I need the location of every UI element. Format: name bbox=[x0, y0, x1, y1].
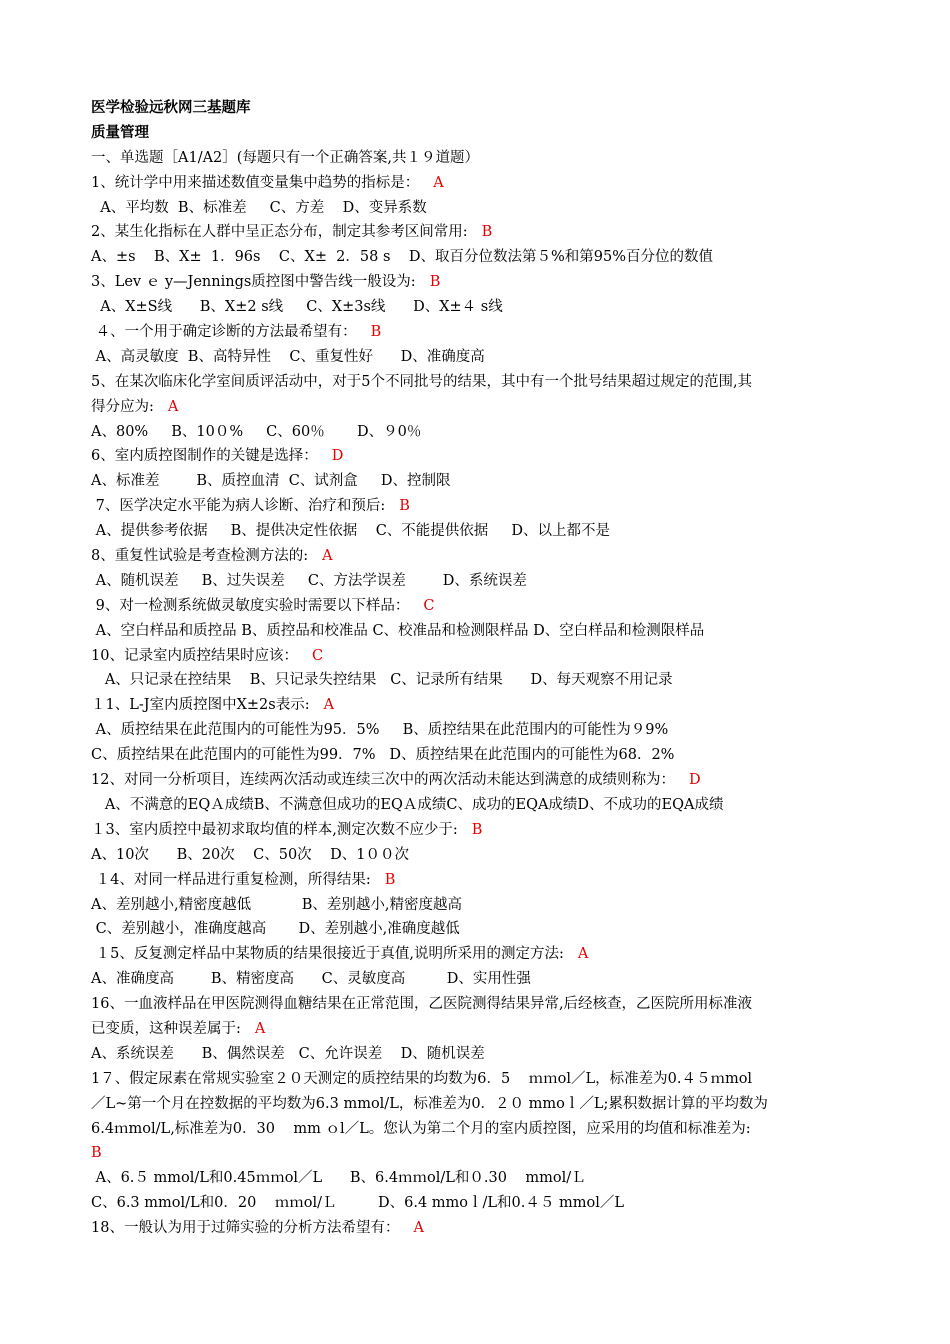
document-page bbox=[91, 96, 871, 1241]
question-item bbox=[91, 644, 871, 694]
question-text: 8、重复性试验是考查检测方法的: bbox=[91, 548, 309, 565]
option-line: A、高灵敏度 B、高特异性 C、重复性好 D、准确度高 bbox=[91, 348, 485, 365]
question-stem bbox=[91, 868, 871, 893]
question-text: 1、统计学中用来描述数值变量集中趋势的指标是： bbox=[91, 174, 420, 191]
option-line: ／L~第一个月在控数据的平均数为6.3 mmol/L，标准差为0．２０ mmoｌ／L;累积数据计算的平均数为 bbox=[91, 1095, 768, 1112]
option-line: A、空白样品和质控品 B、质控品和校准品 C、校准品和检测限样品 D、空白样品和检测限样品 bbox=[91, 622, 705, 639]
option-line: 6.4ｍmol/L,标准差为0．30 mm ｏl／L。您认为第二个月的室内质控图，应采用的均值和标准差为: bbox=[91, 1120, 751, 1137]
question-stem bbox=[91, 444, 871, 469]
question-stem bbox=[91, 370, 871, 395]
question-item bbox=[91, 1067, 871, 1142]
question-text: １3、室内质控中最初求取均值的样本,测定次数不应少于: bbox=[91, 821, 458, 838]
question-text: 12、对同一分析项目，连续两次活动或连续三次中的两次活动未能达到满意的成绩则称为： bbox=[91, 772, 675, 789]
question-item bbox=[91, 1017, 871, 1067]
question-stem bbox=[91, 395, 871, 420]
question-item bbox=[91, 768, 871, 818]
question-item bbox=[91, 818, 871, 868]
option-line: A、不满意的EQＡ成绩B、不满意但成功的EQＡ成绩C、成功的EQA成绩D、不成功的EQA成绩 bbox=[91, 796, 724, 813]
question-stem bbox=[91, 818, 871, 843]
question-item bbox=[91, 594, 871, 644]
answer-key: B bbox=[384, 871, 396, 888]
answer-key: B bbox=[471, 821, 483, 838]
question-stem bbox=[91, 1067, 871, 1092]
question-stem bbox=[91, 942, 871, 967]
question-text: １1、L-J室内质控图中X±2s表示: bbox=[91, 697, 310, 714]
question-item bbox=[91, 270, 871, 320]
question-stem bbox=[91, 693, 871, 718]
answer-key: A bbox=[254, 1020, 266, 1037]
question-stem bbox=[91, 992, 871, 1017]
option-line: A、6.５ mmol/L和0.45ｍｍol／L B、6.4ｍｍol/L和０.30 mmol/Ｌ bbox=[91, 1170, 586, 1187]
question-item bbox=[91, 693, 871, 768]
answer-key: B bbox=[399, 498, 410, 515]
question-text: 16、一血液样品在甲医院测得血糖结果在正常范围，乙医院测得结果异常,后经核查，乙医院所用标准液 bbox=[91, 996, 753, 1013]
answer-key: A bbox=[413, 1220, 424, 1237]
question-text: １4、对同一样品进行重复检测，所得结果: bbox=[91, 871, 371, 888]
option-line: C、6.3 mmol/L和0．20 ｍｍol/Ｌ D、6.4 mmoｌ/L和0.４５ mmol／L bbox=[91, 1195, 624, 1212]
question-item bbox=[91, 942, 871, 992]
question-text: 已变质，这种误差属于: bbox=[91, 1020, 241, 1037]
section-heading: 质量管理 bbox=[91, 123, 149, 141]
answer-key: D bbox=[331, 448, 344, 465]
question-stem bbox=[91, 220, 871, 245]
question-text: 1７、假定尿素在常规实验室２０天测定的质控结果的均数为6．5 ｍｍol／L，标准差为0.４５ｍmol bbox=[91, 1070, 753, 1087]
option-line: A、质控结果在此范围内的可能性为95．5% B、质控结果在此范围内的可能性为９9% bbox=[91, 722, 669, 739]
answer-key: B bbox=[481, 224, 493, 241]
option-line: A、10次 B、20次 C、50次 D、1００次 bbox=[91, 846, 409, 863]
question-text: 得分应为: bbox=[91, 398, 154, 415]
option-line: A、X±S线 B、X±2 s线 C、X±3s线 D、X±４ s线 bbox=[91, 299, 503, 316]
answer-key: D bbox=[688, 772, 701, 789]
question-text: 10、记录室内质控结果时应该： bbox=[91, 647, 298, 664]
answer-key: B bbox=[370, 324, 382, 341]
question-text: ４、一个用于确定诊断的方法最希望有： bbox=[91, 324, 357, 341]
section-intro: 一、单选题［A1/A2］(每题只有一个正确答案,共１９道题） bbox=[91, 149, 480, 166]
question-text: 6、室内质控图制作的关键是选择： bbox=[91, 448, 318, 465]
question-text: 5、在某次临床化学室间质评活动中，对于5个不同批号的结果，其中有一个批号结果超过规定的范围,其 bbox=[91, 373, 753, 390]
option-line: A、标准差 B、质控血清 C、试剂盒 D、控制限 bbox=[91, 473, 451, 490]
question-text: 9、对一检测系统做灵敏度实验时需要以下样品： bbox=[91, 597, 410, 614]
question-stem bbox=[91, 768, 871, 793]
question-stem bbox=[91, 494, 871, 519]
option-line: C、差别越小，准确度越高 D、差别越小,准确度越低 bbox=[91, 921, 460, 938]
option-line: A、±s B、X± 1．96s C、X± 2．58 s D、取百分位数法第５%和第95%百分位的数值 bbox=[91, 249, 713, 266]
question-item bbox=[91, 171, 871, 221]
question-stem bbox=[91, 1017, 871, 1042]
question-stem bbox=[91, 1216, 871, 1241]
question-item bbox=[91, 544, 871, 594]
question-text: 7、医学决定水平能为病人诊断、治疗和预后: bbox=[91, 498, 386, 515]
answer-key: A bbox=[577, 946, 589, 963]
answer-key: A bbox=[323, 697, 335, 714]
option-line: A、只记录在控结果 B、只记录失控结果 C、记录所有结果 D、每天观察不用记录 bbox=[91, 672, 673, 689]
question-item bbox=[91, 395, 871, 445]
question-stem bbox=[91, 594, 871, 619]
question-text: 3、Lev ｅ y—Jennings质控图中警告线一般设为: bbox=[91, 274, 416, 291]
question-item bbox=[91, 1216, 871, 1241]
question-stem bbox=[91, 320, 871, 345]
question-item bbox=[91, 444, 871, 494]
question-stem bbox=[91, 270, 871, 295]
answer-key: C bbox=[423, 597, 435, 614]
option-line: A、随机误差 B、过失误差 C、方法学误差 D、系统误差 bbox=[91, 572, 527, 589]
answer-key: A bbox=[167, 398, 179, 415]
question-stem bbox=[91, 644, 871, 669]
question-item bbox=[91, 320, 871, 370]
answer-key: A bbox=[433, 174, 444, 191]
answer-key: A bbox=[322, 548, 333, 565]
question-item bbox=[91, 992, 871, 1017]
option-line: A、差别越小,精密度越低 B、差别越小,精密度越高 bbox=[91, 896, 463, 913]
answer-line bbox=[91, 1141, 871, 1166]
question-text: 2、某生化指标在人群中呈正态分布，制定其参考区间常用: bbox=[91, 224, 468, 241]
option-line: A、平均数 B、标准差 C、方差 D、变异系数 bbox=[91, 199, 427, 216]
question-item bbox=[91, 370, 871, 395]
option-line: A、80% B、10０% C、60％ D、９0％ bbox=[91, 423, 422, 440]
question-text: 18、一般认为用于过筛实验的分析方法希望有： bbox=[91, 1220, 400, 1237]
answer-key: B bbox=[91, 1145, 102, 1162]
option-line: A、系统误差 B、偶然误差 C、允许误差 D、随机误差 bbox=[91, 1045, 485, 1062]
question-text: １5、反复测定样品中某物质的结果很接近于真值,说明所采用的测定方法: bbox=[91, 946, 564, 963]
option-line: C、质控结果在此范围内的可能性为99．7% D、质控结果在此范围内的可能性为68．2% bbox=[91, 747, 675, 764]
option-line: A、准确度高 B、精密度高 C、灵敏度高 D、实用性强 bbox=[91, 971, 531, 988]
question-item bbox=[91, 220, 871, 270]
question-stem bbox=[91, 544, 871, 569]
question-stem bbox=[91, 171, 871, 196]
answer-key: C bbox=[311, 647, 324, 664]
option-line: A、提供参考依据 B、提供决定性依据 C、不能提供依据 D、以上都不是 bbox=[91, 523, 610, 540]
answer-key: B bbox=[429, 274, 441, 291]
question-item bbox=[91, 868, 871, 943]
document-title: 医学检验远秋网三基题库 bbox=[91, 99, 251, 116]
question-list bbox=[91, 171, 871, 1241]
question-item bbox=[91, 1141, 871, 1216]
question-item bbox=[91, 494, 871, 544]
